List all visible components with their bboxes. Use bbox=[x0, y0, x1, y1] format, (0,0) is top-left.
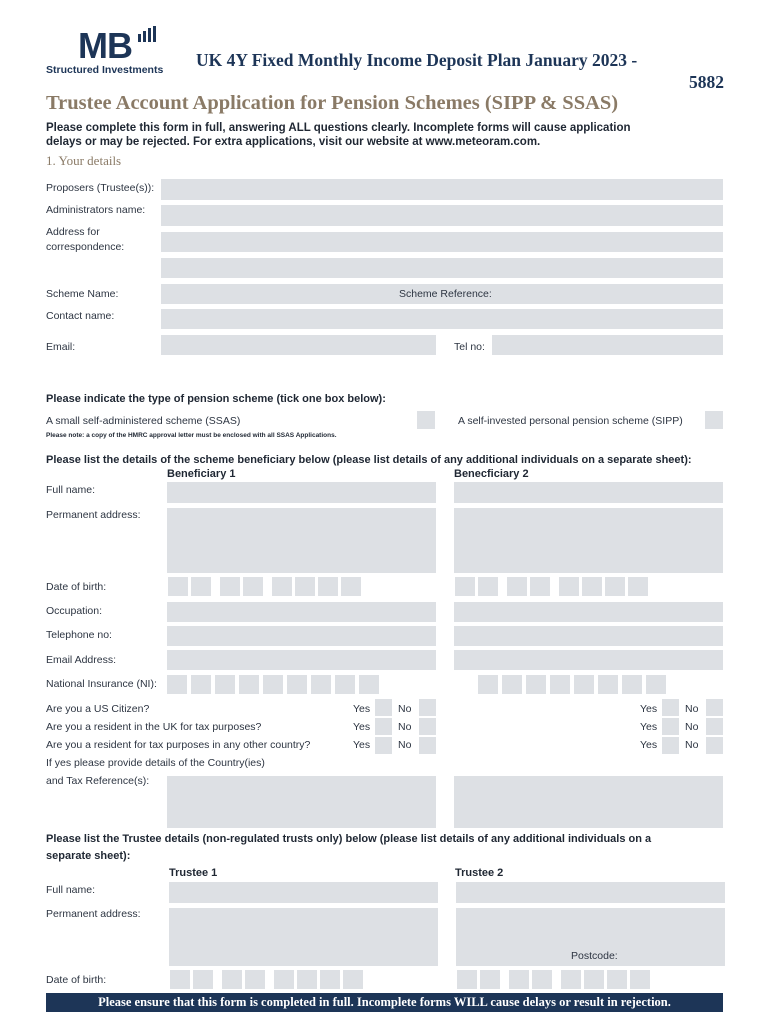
us-citizen-question: Are you a US Citizen? bbox=[46, 703, 150, 715]
b2-other-yes-checkbox[interactable] bbox=[662, 737, 679, 754]
instructions-line2: delays or may be rejected. For extra applications, visit our website at www.meteoram.com. bbox=[46, 136, 541, 148]
b2-us-yes-checkbox[interactable] bbox=[662, 699, 679, 716]
trustee1-heading: Trustee 1 bbox=[169, 867, 218, 879]
ssas-label: A small self-administered scheme (SSAS) bbox=[46, 415, 241, 427]
ni-char-cell[interactable] bbox=[550, 675, 570, 694]
address-label-line1: Address for bbox=[46, 226, 100, 238]
contact-name-label: Contact name: bbox=[46, 310, 115, 322]
no-label: No bbox=[398, 703, 412, 715]
ni-char-cell[interactable] bbox=[478, 675, 498, 694]
email-label: Email: bbox=[46, 341, 76, 353]
hmrc-note: Please note: a copy of the HMRC approval letter must be enclosed with all SSAS Applications. bbox=[46, 432, 337, 439]
beneficiary2-full-name-field[interactable] bbox=[454, 482, 723, 503]
beneficiary-question: Please list the details of the scheme beneficiary below (please list details of any additional individuals on a separate sheet): bbox=[46, 454, 692, 466]
logo-bars-icon bbox=[138, 26, 160, 42]
beneficiary2-tax-details-field[interactable] bbox=[454, 776, 723, 828]
b1-uk-no-checkbox[interactable] bbox=[419, 718, 436, 735]
occupation-label: Occupation: bbox=[46, 605, 103, 617]
ni-char-cell[interactable] bbox=[502, 675, 522, 694]
beneficiary-dob-label: Date of birth: bbox=[46, 581, 107, 593]
dob-digit-cell[interactable] bbox=[628, 577, 648, 596]
yes-label: Yes bbox=[353, 721, 371, 733]
ni-char-cell[interactable] bbox=[311, 675, 331, 694]
administrators-field[interactable] bbox=[161, 205, 723, 226]
beneficiary1-heading: Beneficiary 1 bbox=[167, 468, 236, 480]
b2-other-no-checkbox[interactable] bbox=[706, 737, 723, 754]
b1-us-no-checkbox[interactable] bbox=[419, 699, 436, 716]
dob-digit-cell[interactable] bbox=[480, 970, 500, 989]
yes-label: Yes bbox=[640, 721, 658, 733]
trustee2-full-name-field[interactable] bbox=[456, 882, 725, 903]
b2-us-no-checkbox[interactable] bbox=[706, 699, 723, 716]
beneficiary2-telephone-field[interactable] bbox=[454, 626, 723, 646]
instructions-line1: Please complete this form in full, answering ALL questions clearly. Incomplete forms will cause application bbox=[46, 122, 631, 134]
postcode-label: Postcode: bbox=[571, 950, 618, 962]
tel-label: Tel no: bbox=[454, 341, 485, 353]
no-label: No bbox=[685, 721, 699, 733]
email-field[interactable] bbox=[161, 335, 436, 355]
dob-digit-cell[interactable] bbox=[343, 970, 363, 989]
ni-label: National Insurance (NI): bbox=[46, 678, 157, 690]
logo-subtitle: Structured Investments bbox=[46, 64, 164, 76]
dob-digit-cell[interactable] bbox=[222, 970, 242, 989]
beneficiary-full-name-label: Full name: bbox=[46, 484, 96, 496]
beneficiary2-occupation-field[interactable] bbox=[454, 602, 723, 622]
tel-field[interactable] bbox=[492, 335, 723, 355]
sipp-label: A self-invested personal pension scheme (SIPP) bbox=[458, 415, 683, 427]
dob-digit-cell[interactable] bbox=[630, 970, 650, 989]
dob-digit-cell[interactable] bbox=[320, 970, 340, 989]
plan-title-line1: UK 4Y Fixed Monthly Income Deposit Plan January 2023 - bbox=[196, 50, 638, 70]
dob-digit-cell[interactable] bbox=[193, 970, 213, 989]
ni-char-cell[interactable] bbox=[239, 675, 259, 694]
dob-digit-cell[interactable] bbox=[455, 577, 475, 596]
beneficiary2-heading: Benecficiary 2 bbox=[454, 468, 529, 480]
dob-digit-cell[interactable] bbox=[584, 970, 604, 989]
beneficiary1-full-name-field[interactable] bbox=[167, 482, 436, 503]
trustee-question-line1: Please list the Trustee details (non-regulated trusts only) below (please list details of any additional individuals on a bbox=[46, 833, 652, 845]
beneficiary2-email-field[interactable] bbox=[454, 650, 723, 670]
dob-digit-cell[interactable] bbox=[478, 577, 498, 596]
ni-char-cell[interactable] bbox=[598, 675, 618, 694]
dob-digit-cell[interactable] bbox=[274, 970, 294, 989]
section-heading-your-details: 1. Your details bbox=[46, 153, 122, 168]
b1-other-yes-checkbox[interactable] bbox=[375, 737, 392, 754]
logo-mark: MB bbox=[78, 25, 132, 66]
b2-uk-yes-checkbox[interactable] bbox=[662, 718, 679, 735]
dob-digit-cell[interactable] bbox=[507, 577, 527, 596]
proposers-field[interactable] bbox=[161, 179, 723, 200]
b1-other-no-checkbox[interactable] bbox=[419, 737, 436, 754]
ni-char-cell[interactable] bbox=[287, 675, 307, 694]
ni-char-cell[interactable] bbox=[215, 675, 235, 694]
scheme-type-question: Please indicate the type of pension scheme (tick one box below): bbox=[46, 393, 386, 405]
dob-digit-cell[interactable] bbox=[243, 577, 263, 596]
trustee1-full-name-field[interactable] bbox=[169, 882, 438, 903]
trustee2-heading: Trustee 2 bbox=[455, 867, 504, 879]
beneficiary1-occupation-field[interactable] bbox=[167, 602, 436, 622]
dob-digit-cell[interactable] bbox=[341, 577, 361, 596]
administrators-label: Administrators name: bbox=[46, 204, 146, 216]
address-label-line2: correspondence: bbox=[46, 241, 125, 253]
no-label: No bbox=[685, 739, 699, 751]
dob-digit-cell[interactable] bbox=[559, 577, 579, 596]
beneficiary-address-label: Permanent address: bbox=[46, 509, 141, 521]
dob-digit-cell[interactable] bbox=[170, 970, 190, 989]
dob-digit-cell[interactable] bbox=[220, 577, 240, 596]
dob-digit-cell[interactable] bbox=[245, 970, 265, 989]
contact-name-field[interactable] bbox=[161, 309, 723, 329]
dob-digit-cell[interactable] bbox=[318, 577, 338, 596]
tax-details-label-line1: If yes please provide details of the Country(ies) bbox=[46, 757, 265, 769]
trustee-address-label: Permanent address: bbox=[46, 908, 141, 920]
trustee1-address-field[interactable] bbox=[169, 908, 438, 966]
yes-label: Yes bbox=[353, 739, 371, 751]
ni-char-cell[interactable] bbox=[335, 675, 355, 694]
dob-digit-cell[interactable] bbox=[295, 577, 315, 596]
dob-digit-cell[interactable] bbox=[509, 970, 529, 989]
ni-char-cell[interactable] bbox=[646, 675, 666, 694]
ni-char-cell[interactable] bbox=[191, 675, 211, 694]
beneficiary1-address-field[interactable] bbox=[167, 508, 436, 573]
dob-digit-cell[interactable] bbox=[530, 577, 550, 596]
page-title: Trustee Account Application for Pension Schemes (SIPP & SSAS) bbox=[46, 92, 619, 114]
b1-us-yes-checkbox[interactable] bbox=[375, 699, 392, 716]
b1-uk-yes-checkbox[interactable] bbox=[375, 718, 392, 735]
ni-char-cell[interactable] bbox=[526, 675, 546, 694]
address-field-line2[interactable] bbox=[161, 258, 723, 278]
sipp-checkbox[interactable] bbox=[705, 411, 723, 429]
ni-char-cell[interactable] bbox=[167, 675, 187, 694]
other-resident-question: Are you a resident for tax purposes in any other country? bbox=[46, 739, 311, 751]
dob-digit-cell[interactable] bbox=[457, 970, 477, 989]
trustee-question-line2: separate sheet): bbox=[46, 850, 131, 862]
yes-label: Yes bbox=[353, 703, 371, 715]
tax-details-label-line2: and Tax Reference(s): bbox=[46, 775, 150, 787]
ssas-checkbox[interactable] bbox=[417, 411, 435, 429]
beneficiary2-address-field[interactable] bbox=[454, 508, 723, 573]
yes-label: Yes bbox=[640, 703, 658, 715]
ni-char-cell[interactable] bbox=[574, 675, 594, 694]
scheme-name-label: Scheme Name: bbox=[46, 288, 119, 300]
plan-title-line2: 5882 bbox=[689, 72, 724, 92]
dob-digit-cell[interactable] bbox=[561, 970, 581, 989]
dob-digit-cell[interactable] bbox=[168, 577, 188, 596]
dob-digit-cell[interactable] bbox=[605, 577, 625, 596]
ni-char-cell[interactable] bbox=[263, 675, 283, 694]
dob-digit-cell[interactable] bbox=[532, 970, 552, 989]
dob-digit-cell[interactable] bbox=[297, 970, 317, 989]
ni-char-cell[interactable] bbox=[359, 675, 379, 694]
scheme-reference-label: Scheme Reference: bbox=[399, 288, 492, 300]
ni-char-cell[interactable] bbox=[622, 675, 642, 694]
dob-digit-cell[interactable] bbox=[607, 970, 627, 989]
footer-banner: Please ensure that this form is completed in full. Incomplete forms WILL cause delays or result in rejection. bbox=[46, 993, 723, 1012]
no-label: No bbox=[685, 703, 699, 715]
beneficiary1-email-field[interactable] bbox=[167, 650, 436, 670]
telephone-label: Telephone no: bbox=[46, 629, 112, 641]
no-label: No bbox=[398, 739, 412, 751]
proposers-label: Proposers (Trustee(s)): bbox=[46, 182, 155, 194]
trustee-full-name-label: Full name: bbox=[46, 884, 96, 896]
dob-digit-cell[interactable] bbox=[582, 577, 602, 596]
yes-label: Yes bbox=[640, 739, 658, 751]
no-label: No bbox=[398, 721, 412, 733]
beneficiary1-tax-details-field[interactable] bbox=[167, 776, 436, 828]
email-address-label: Email Address: bbox=[46, 654, 117, 666]
dob-digit-cell[interactable] bbox=[272, 577, 292, 596]
trustee-dob-label: Date of birth: bbox=[46, 974, 107, 986]
dob-digit-cell[interactable] bbox=[191, 577, 211, 596]
b2-uk-no-checkbox[interactable] bbox=[706, 718, 723, 735]
beneficiary1-telephone-field[interactable] bbox=[167, 626, 436, 646]
uk-resident-question: Are you a resident in the UK for tax purposes? bbox=[46, 721, 262, 733]
address-field-line1[interactable] bbox=[161, 232, 723, 252]
